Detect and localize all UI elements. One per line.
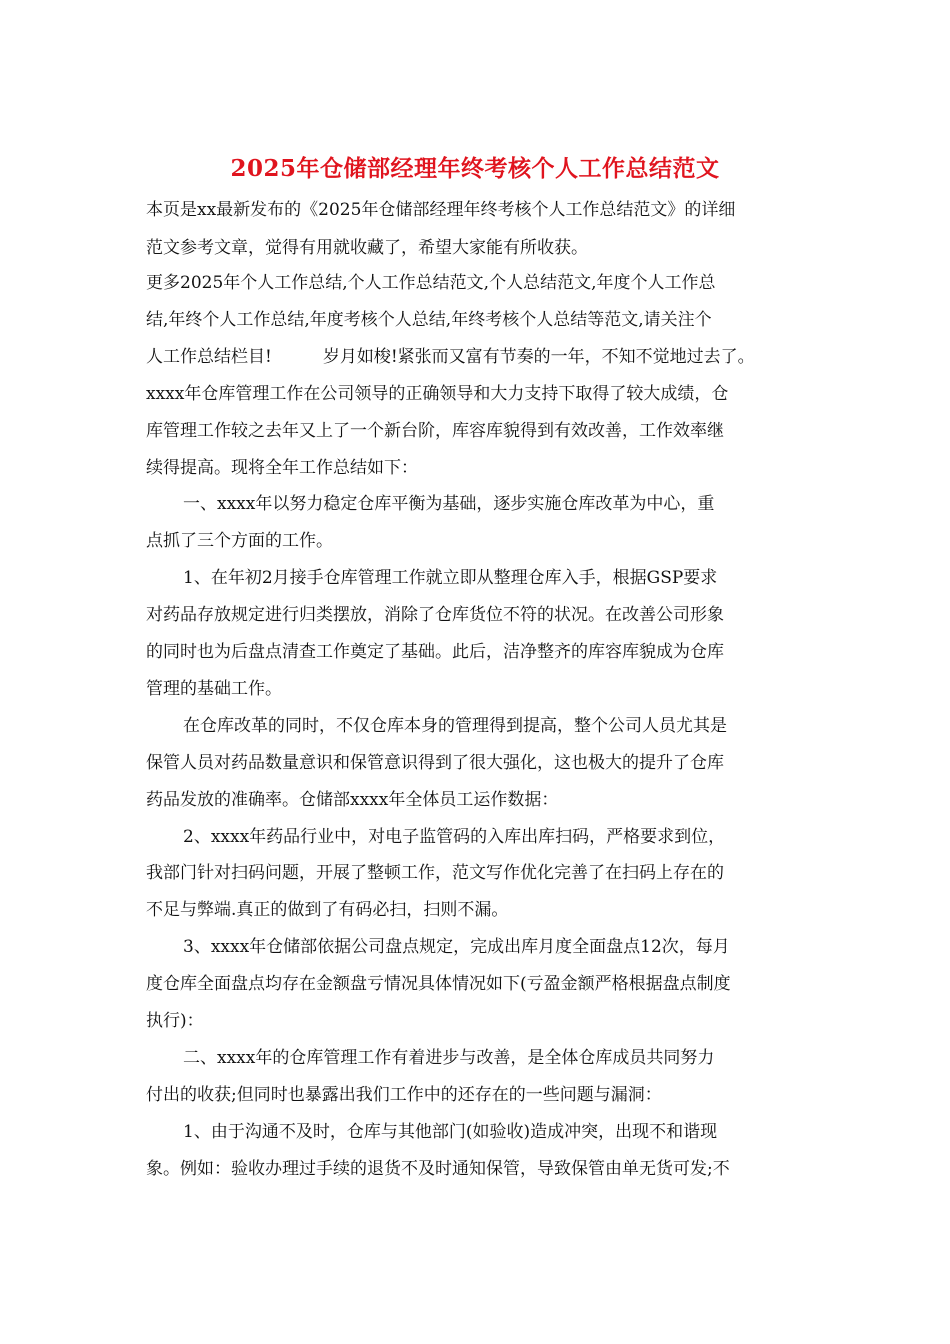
paragraph-line: 在仓库改革的同时，不仅仓库本身的管理得到提高，整个公司人员尤其是: [183, 716, 727, 736]
paragraph-line: 人工作总结栏目! 岁月如梭!紧张而又富有节奏的一年，不知不觉地过去了。: [146, 347, 755, 367]
paragraph-line: 度仓库全面盘点均存在金额盘亏情况具体情况如下(亏盈金额严格根据盘点制度: [146, 974, 731, 994]
paragraph-line: 保管人员对药品数量意识和保管意识得到了很大强化，这也极大的提升了仓库: [146, 753, 724, 773]
paragraph-line: 续得提高。现将全年工作总结如下：: [146, 458, 418, 478]
paragraph-line: 3、xxxx年仓储部依据公司盘点规定，完成出库月度全面盘点12次，每月: [183, 937, 730, 957]
paragraph-line: 更多2025年个人工作总结,个人工作总结范文,个人总结范文,年度个人工作总: [146, 273, 716, 293]
paragraph-line: 执行)：: [146, 1011, 204, 1031]
paragraph-line: 二、xxxx年的仓库管理工作有着进步与改善，是全体仓库成员共同努力: [183, 1048, 715, 1068]
paragraph-line: xxxx年仓库管理工作在公司领导的正确领导和大力支持下取得了较大成绩，仓: [146, 384, 729, 404]
paragraph-line: 不足与弊端.真正的做到了有码必扫，扫则不漏。: [146, 900, 509, 920]
paragraph-line: 象。例如：验收办理过手续的退货不及时通知保管，导致保管由单无货可发;不: [146, 1159, 730, 1179]
paragraph-line: 点抓了三个方面的工作。: [146, 531, 333, 551]
paragraph-line: 我部门针对扫码问题，开展了整顿工作，范文写作优化完善了在扫码上存在的: [146, 863, 724, 883]
paragraph-line: 付出的收获;但同时也暴露出我们工作中的还存在的一些问题与漏洞：: [146, 1085, 662, 1105]
paragraph-line: 本页是xx最新发布的《2025年仓储部经理年终考核个人工作总结范文》的详细: [146, 200, 736, 220]
paragraph-line: 1、在年初2月接手仓库管理工作就立即从整理仓库入手，根据GSP要求: [183, 568, 718, 588]
paragraph-line: 范文参考文章，觉得有用就收藏了，希望大家能有所收获。: [146, 238, 588, 258]
paragraph-line: 的同时也为后盘点清查工作奠定了基础。此后，洁净整齐的库容库貌成为仓库: [146, 642, 724, 662]
paragraph-line: 药品发放的准确率。仓储部xxxx年全体员工运作数据：: [146, 790, 559, 810]
document-title: 2025年仓储部经理年终考核个人工作总结范文: [230, 155, 720, 182]
paragraph-line: 结,年终个人工作总结,年度考核个人总结,年终考核个人总结等范文,请关注个: [146, 310, 712, 330]
paragraph-line: 2、xxxx年药品行业中，对电子监管码的入库出库扫码，严格要求到位，: [183, 827, 726, 847]
paragraph-line: 库管理工作较之去年又上了一个新台阶，库容库貌得到有效改善，工作效率继: [146, 421, 724, 441]
paragraph-line: 对药品存放规定进行归类摆放，消除了仓库货位不符的状况。在改善公司形象: [146, 605, 724, 625]
paragraph-line: 管理的基础工作。: [146, 679, 282, 699]
paragraph-line: 1、由于沟通不及时，仓库与其他部门(如验收)造成冲突，出现不和谐现: [183, 1122, 718, 1142]
paragraph-line: 一、xxxx年以努力稳定仓库平衡为基础，逐步实施仓库改革为中心，重: [183, 494, 715, 514]
